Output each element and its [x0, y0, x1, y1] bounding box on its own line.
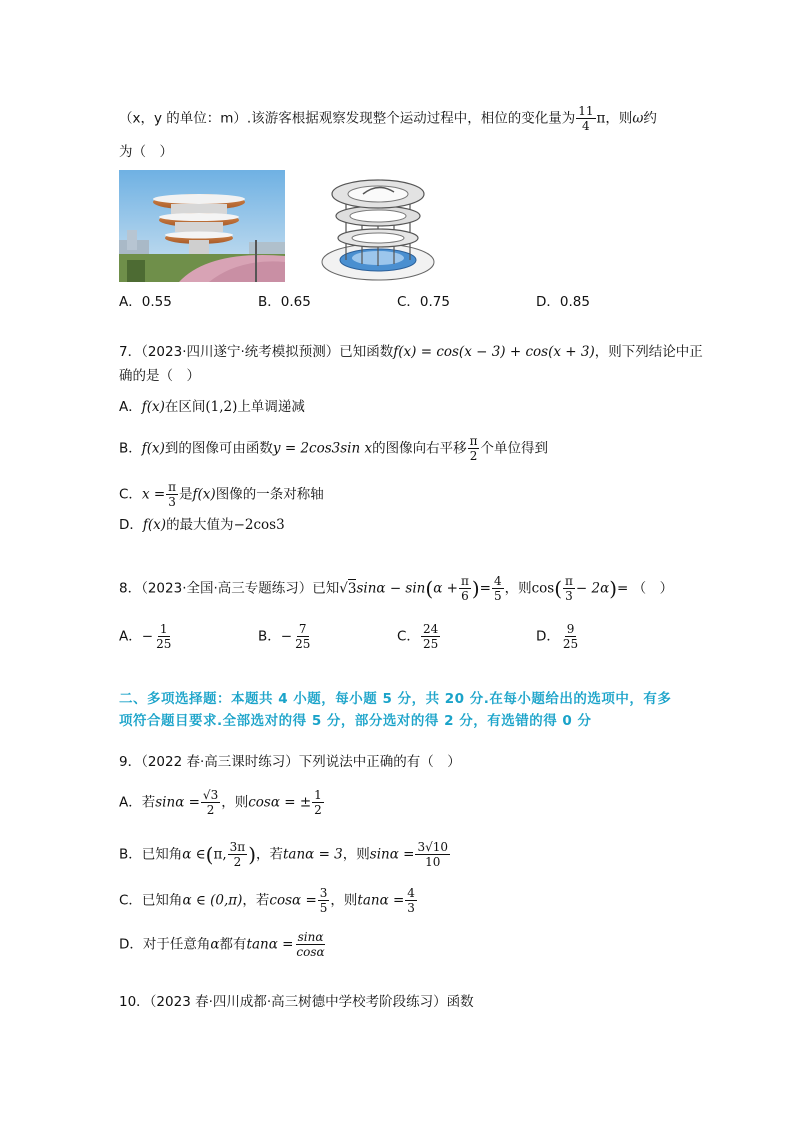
paren-open: (	[425, 576, 434, 601]
text: ，若	[256, 846, 283, 863]
intro-text: （x，y 的单位：m）.该游客根据观察发现整个运动过程中，相位的变化量为	[119, 110, 576, 127]
den: 25	[295, 637, 311, 651]
tan: tanα = 3	[283, 846, 343, 863]
frac-4-5	[492, 574, 504, 603]
paren-open: (	[205, 842, 214, 867]
phase-fraction	[576, 104, 595, 133]
frac	[294, 930, 326, 959]
frac-den: 4	[582, 119, 590, 133]
den: 3	[168, 495, 176, 509]
text: ，则	[504, 580, 532, 597]
q7-stem-text: 7．（2023·四川遂宁·统考模拟预测）已知函数	[119, 344, 394, 360]
frac	[415, 840, 450, 869]
in: α ∈	[182, 846, 206, 863]
alpha: α	[210, 936, 220, 953]
q6-option-c: C．0.75	[397, 294, 450, 310]
num: 3√10	[417, 840, 449, 854]
value	[561, 622, 580, 651]
value	[154, 622, 173, 651]
q8-stem	[119, 574, 673, 603]
sin: sinα =	[155, 794, 200, 811]
den: 2	[233, 855, 242, 869]
text: 的图像向右平移	[372, 440, 467, 457]
label: C．	[119, 486, 142, 503]
sin: sinα =	[369, 846, 415, 863]
fx: f(x)	[141, 399, 165, 415]
label: A．	[119, 399, 142, 415]
text: ，则	[330, 892, 358, 909]
sign: −	[280, 628, 293, 645]
paren-close: )	[609, 576, 618, 601]
label: C．	[397, 628, 420, 645]
num: 4	[407, 886, 415, 900]
max-value: −2cos3	[233, 517, 285, 533]
equals: =	[479, 580, 491, 597]
label: B．	[119, 440, 142, 457]
text: 是	[179, 486, 193, 503]
text: ，则	[342, 846, 370, 863]
fx: f(x)	[192, 486, 216, 503]
interval: (1,2)	[205, 399, 238, 415]
text: 个单位得到	[480, 440, 548, 457]
sqrt-3: √3	[339, 580, 357, 597]
fx: f(x)	[141, 440, 165, 457]
axis-fraction	[166, 480, 178, 509]
cos: cosα = ±	[248, 794, 312, 811]
q10-stem: 10．（2023 春·四川成都·高三树德中学校考阶段练习）函数	[119, 994, 474, 1010]
q8-option-c	[397, 622, 441, 651]
q7-option-b	[119, 434, 548, 463]
tan: tanα =	[246, 936, 294, 953]
num: 4	[493, 574, 502, 588]
q7-option-d	[119, 515, 285, 535]
label: D．	[119, 517, 143, 533]
fx: f(x)	[142, 517, 167, 533]
label: A．若	[119, 794, 156, 811]
num: 3π	[229, 840, 246, 854]
in: α ∈ (0,π)	[182, 892, 243, 909]
q8-option-a	[119, 622, 174, 651]
label: B．	[258, 628, 281, 645]
omega-symbol: ω	[632, 110, 644, 127]
text: 的最大值为	[166, 517, 234, 533]
alpha-plus: α +	[433, 580, 458, 597]
q9-option-d	[119, 930, 328, 959]
x-eq: x =	[141, 486, 166, 503]
pi: π,	[213, 846, 227, 863]
label: D．对于任意角	[119, 936, 211, 953]
q9-stem: 9．（2022 春·高三课时练习）下列说法中正确的有（ ）	[119, 754, 461, 770]
q8-stem-text: 8．（2023·全国·高三专题练习）已知	[119, 580, 340, 597]
text: ，则	[221, 794, 249, 811]
den: 2	[206, 803, 215, 817]
num: sinα	[297, 930, 324, 944]
intro-text-post: ，则	[605, 110, 633, 127]
den: 3	[407, 901, 415, 915]
shift-fraction	[468, 434, 480, 463]
tan: tanα =	[357, 892, 405, 909]
den: 3	[565, 589, 573, 603]
tower-photo	[119, 170, 285, 282]
section-2-heading: 二、多项选择题：本题共 4 小题，每小题 5 分，共 20 分.在每小题给出的选项中，有多项符合题目要求.全部选对的得 5 分，部分选对的得 2 分，有选错的得 0 分	[119, 691, 672, 729]
den: 5	[493, 589, 502, 603]
spiral-diagram-svg	[318, 172, 438, 284]
q7-option-c	[119, 480, 324, 509]
q7-stem-post: ，则下列结论中正	[594, 344, 703, 360]
sign: −	[141, 628, 154, 645]
num: π	[168, 480, 177, 494]
intro-text-end: 约	[643, 110, 657, 127]
frac	[312, 788, 324, 817]
paren-close: )	[471, 576, 480, 601]
num: 3	[319, 886, 328, 900]
pi-symbol: π	[596, 110, 606, 127]
q8-option-d	[536, 622, 581, 651]
label: C．已知角	[119, 892, 183, 909]
label: D．	[536, 628, 560, 645]
expr: sinα − sin	[356, 580, 426, 597]
text: ，若	[242, 892, 270, 909]
num: π	[469, 434, 478, 448]
num: 9	[566, 622, 575, 636]
q7-stem-2: 确的是（ ）	[119, 368, 200, 384]
den: 10	[425, 855, 441, 869]
frac	[405, 886, 417, 915]
label: B．已知角	[119, 846, 183, 863]
q6-option-a: A．0.55	[119, 294, 172, 310]
text: 在区间	[164, 399, 206, 415]
q7-option-a	[119, 397, 305, 417]
den: 2	[314, 803, 322, 817]
num: 7	[298, 622, 307, 636]
minus-2a: − 2α	[575, 580, 610, 597]
q7-function: f(x) = cos(x − 3) + cos(x + 3)	[393, 344, 595, 360]
label: A．	[119, 628, 142, 645]
q6-option-b: B．0.65	[258, 294, 311, 310]
frac	[228, 840, 248, 869]
text: 图像的一条对称轴	[215, 486, 324, 503]
tower-photo-svg	[119, 170, 285, 282]
frac-pi-6	[459, 574, 471, 603]
text: 都有	[219, 936, 247, 953]
value	[421, 622, 440, 651]
q9-option-b	[119, 840, 451, 869]
den: 25	[422, 637, 439, 651]
intro-line-1	[119, 104, 657, 133]
frac-pi-3	[563, 574, 575, 603]
num: π	[460, 574, 469, 588]
den: cosα	[296, 945, 325, 959]
den: 6	[461, 589, 469, 603]
frac	[318, 886, 330, 915]
q7-stem-1	[119, 342, 703, 362]
den: 25	[156, 637, 172, 651]
num: 24	[422, 622, 439, 636]
function: y = 2cos3sin x	[272, 440, 373, 457]
num: π	[565, 574, 573, 588]
paren-close: )	[248, 842, 256, 867]
num: 1	[314, 788, 322, 802]
value	[293, 622, 312, 651]
q6-option-d: D．0.85	[536, 294, 590, 310]
num: 1	[159, 622, 168, 636]
den: 2	[469, 449, 478, 463]
frac	[201, 788, 220, 817]
cos: cosα =	[269, 892, 317, 909]
cos: cos	[531, 580, 555, 597]
q9-option-a	[119, 788, 325, 817]
spiral-diagram	[318, 172, 438, 284]
sqrt-arg: 3	[347, 580, 357, 597]
paren-open: (	[554, 576, 563, 601]
frac-num: 11	[578, 104, 594, 118]
den: 5	[319, 901, 328, 915]
text: 到的图像可由函数	[164, 440, 273, 457]
q8-option-b	[258, 622, 313, 651]
text: 上单调递减	[237, 399, 305, 415]
q9-option-c	[119, 886, 418, 915]
num: √3	[202, 788, 219, 802]
tail: = （ ）	[617, 580, 674, 597]
intro-line-2: 为（ ）	[119, 144, 173, 160]
den: 25	[562, 637, 579, 651]
